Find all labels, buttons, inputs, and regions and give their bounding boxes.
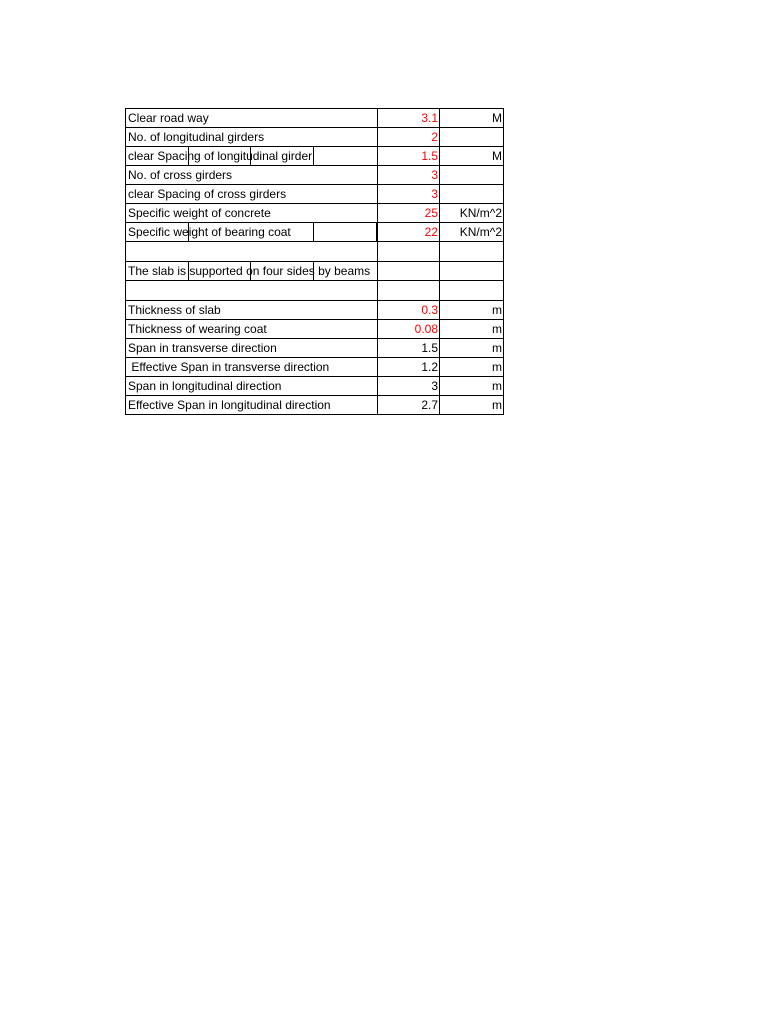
row-unit[interactable]: M: [440, 147, 504, 166]
row-label[interactable]: Effective Span in longitudinal direction: [126, 395, 378, 414]
row-value[interactable]: [378, 242, 440, 262]
row-value[interactable]: 2: [378, 128, 440, 147]
row-value[interactable]: 3: [378, 166, 440, 185]
row-value[interactable]: 1.5: [378, 338, 440, 357]
table-row: [126, 376, 504, 395]
cell-box: [313, 223, 377, 241]
row-unit[interactable]: m: [440, 300, 504, 319]
table-row: [126, 338, 504, 357]
row-unit[interactable]: M: [440, 109, 504, 128]
row-value[interactable]: 1.2: [378, 357, 440, 376]
cell-divider: [250, 262, 251, 281]
row-unit[interactable]: m: [440, 319, 504, 338]
table-row: [126, 128, 504, 147]
row-unit[interactable]: [440, 242, 504, 262]
row-label[interactable]: No. of longitudinal girders: [126, 128, 378, 147]
row-label[interactable]: clear Spacing of cross girders: [126, 185, 378, 204]
row-unit[interactable]: [440, 281, 504, 301]
row-label[interactable]: Specific weight of concrete: [126, 204, 378, 223]
row-label[interactable]: Span in longitudinal direction: [126, 376, 378, 395]
row-unit[interactable]: KN/m^2: [440, 223, 504, 242]
cell-divider: [188, 147, 189, 165]
row-label: The slab is supported on four sides by beams: [128, 263, 371, 278]
cell-divider: [250, 147, 251, 165]
row-label[interactable]: Span in transverse direction: [126, 338, 378, 357]
row-value[interactable]: 3: [378, 376, 440, 395]
row-label[interactable]: [126, 281, 378, 301]
table-row: [126, 319, 504, 338]
row-value[interactable]: 0.08: [378, 319, 440, 338]
row-unit[interactable]: m: [440, 357, 504, 376]
table-row: [126, 147, 504, 166]
row-unit[interactable]: KN/m^2: [440, 204, 504, 223]
row-unit[interactable]: [440, 261, 504, 281]
row-label[interactable]: Thickness of wearing coat: [126, 319, 378, 338]
cell-divider: [313, 262, 314, 281]
row-value[interactable]: [378, 281, 440, 301]
row-value[interactable]: [378, 261, 440, 281]
row-label: clear Spacing of longitudinal girder: [128, 149, 313, 163]
row-value[interactable]: 3.1: [378, 109, 440, 128]
table-row: [126, 185, 504, 204]
table-row: [126, 166, 504, 185]
table-row: [126, 281, 504, 301]
table-row: [126, 261, 504, 281]
cell-divider: [313, 147, 314, 165]
row-unit[interactable]: m: [440, 395, 504, 414]
cell-divider: [188, 223, 189, 241]
table-row: [126, 109, 504, 128]
row-value[interactable]: 2.7: [378, 395, 440, 414]
row-unit[interactable]: [440, 128, 504, 147]
table-row: [126, 357, 504, 376]
row-label[interactable]: [126, 242, 378, 262]
row-label[interactable]: No. of cross girders: [126, 166, 378, 185]
table-row: [126, 242, 504, 262]
row-label: Specific weight of bearing coat: [128, 225, 291, 239]
row-value[interactable]: 25: [378, 204, 440, 223]
spreadsheet-table: [125, 108, 504, 415]
row-label[interactable]: Effective Span in transverse direction: [126, 357, 378, 376]
row-unit[interactable]: [440, 166, 504, 185]
row-label-cell[interactable]: [126, 261, 378, 281]
row-label-cell[interactable]: [126, 147, 378, 166]
row-unit[interactable]: m: [440, 338, 504, 357]
table-row: [126, 223, 504, 242]
row-label[interactable]: Thickness of slab: [126, 300, 378, 319]
row-value[interactable]: 1.5: [378, 147, 440, 166]
cell-divider: [188, 262, 189, 281]
row-label-cell[interactable]: [126, 223, 378, 242]
row-unit[interactable]: [440, 185, 504, 204]
row-label[interactable]: Clear road way: [126, 109, 378, 128]
table-row: [126, 300, 504, 319]
row-value[interactable]: 3: [378, 185, 440, 204]
table-row: [126, 395, 504, 414]
row-value[interactable]: 22: [378, 223, 440, 242]
row-value[interactable]: 0.3: [378, 300, 440, 319]
table-row: [126, 204, 504, 223]
row-unit[interactable]: m: [440, 376, 504, 395]
